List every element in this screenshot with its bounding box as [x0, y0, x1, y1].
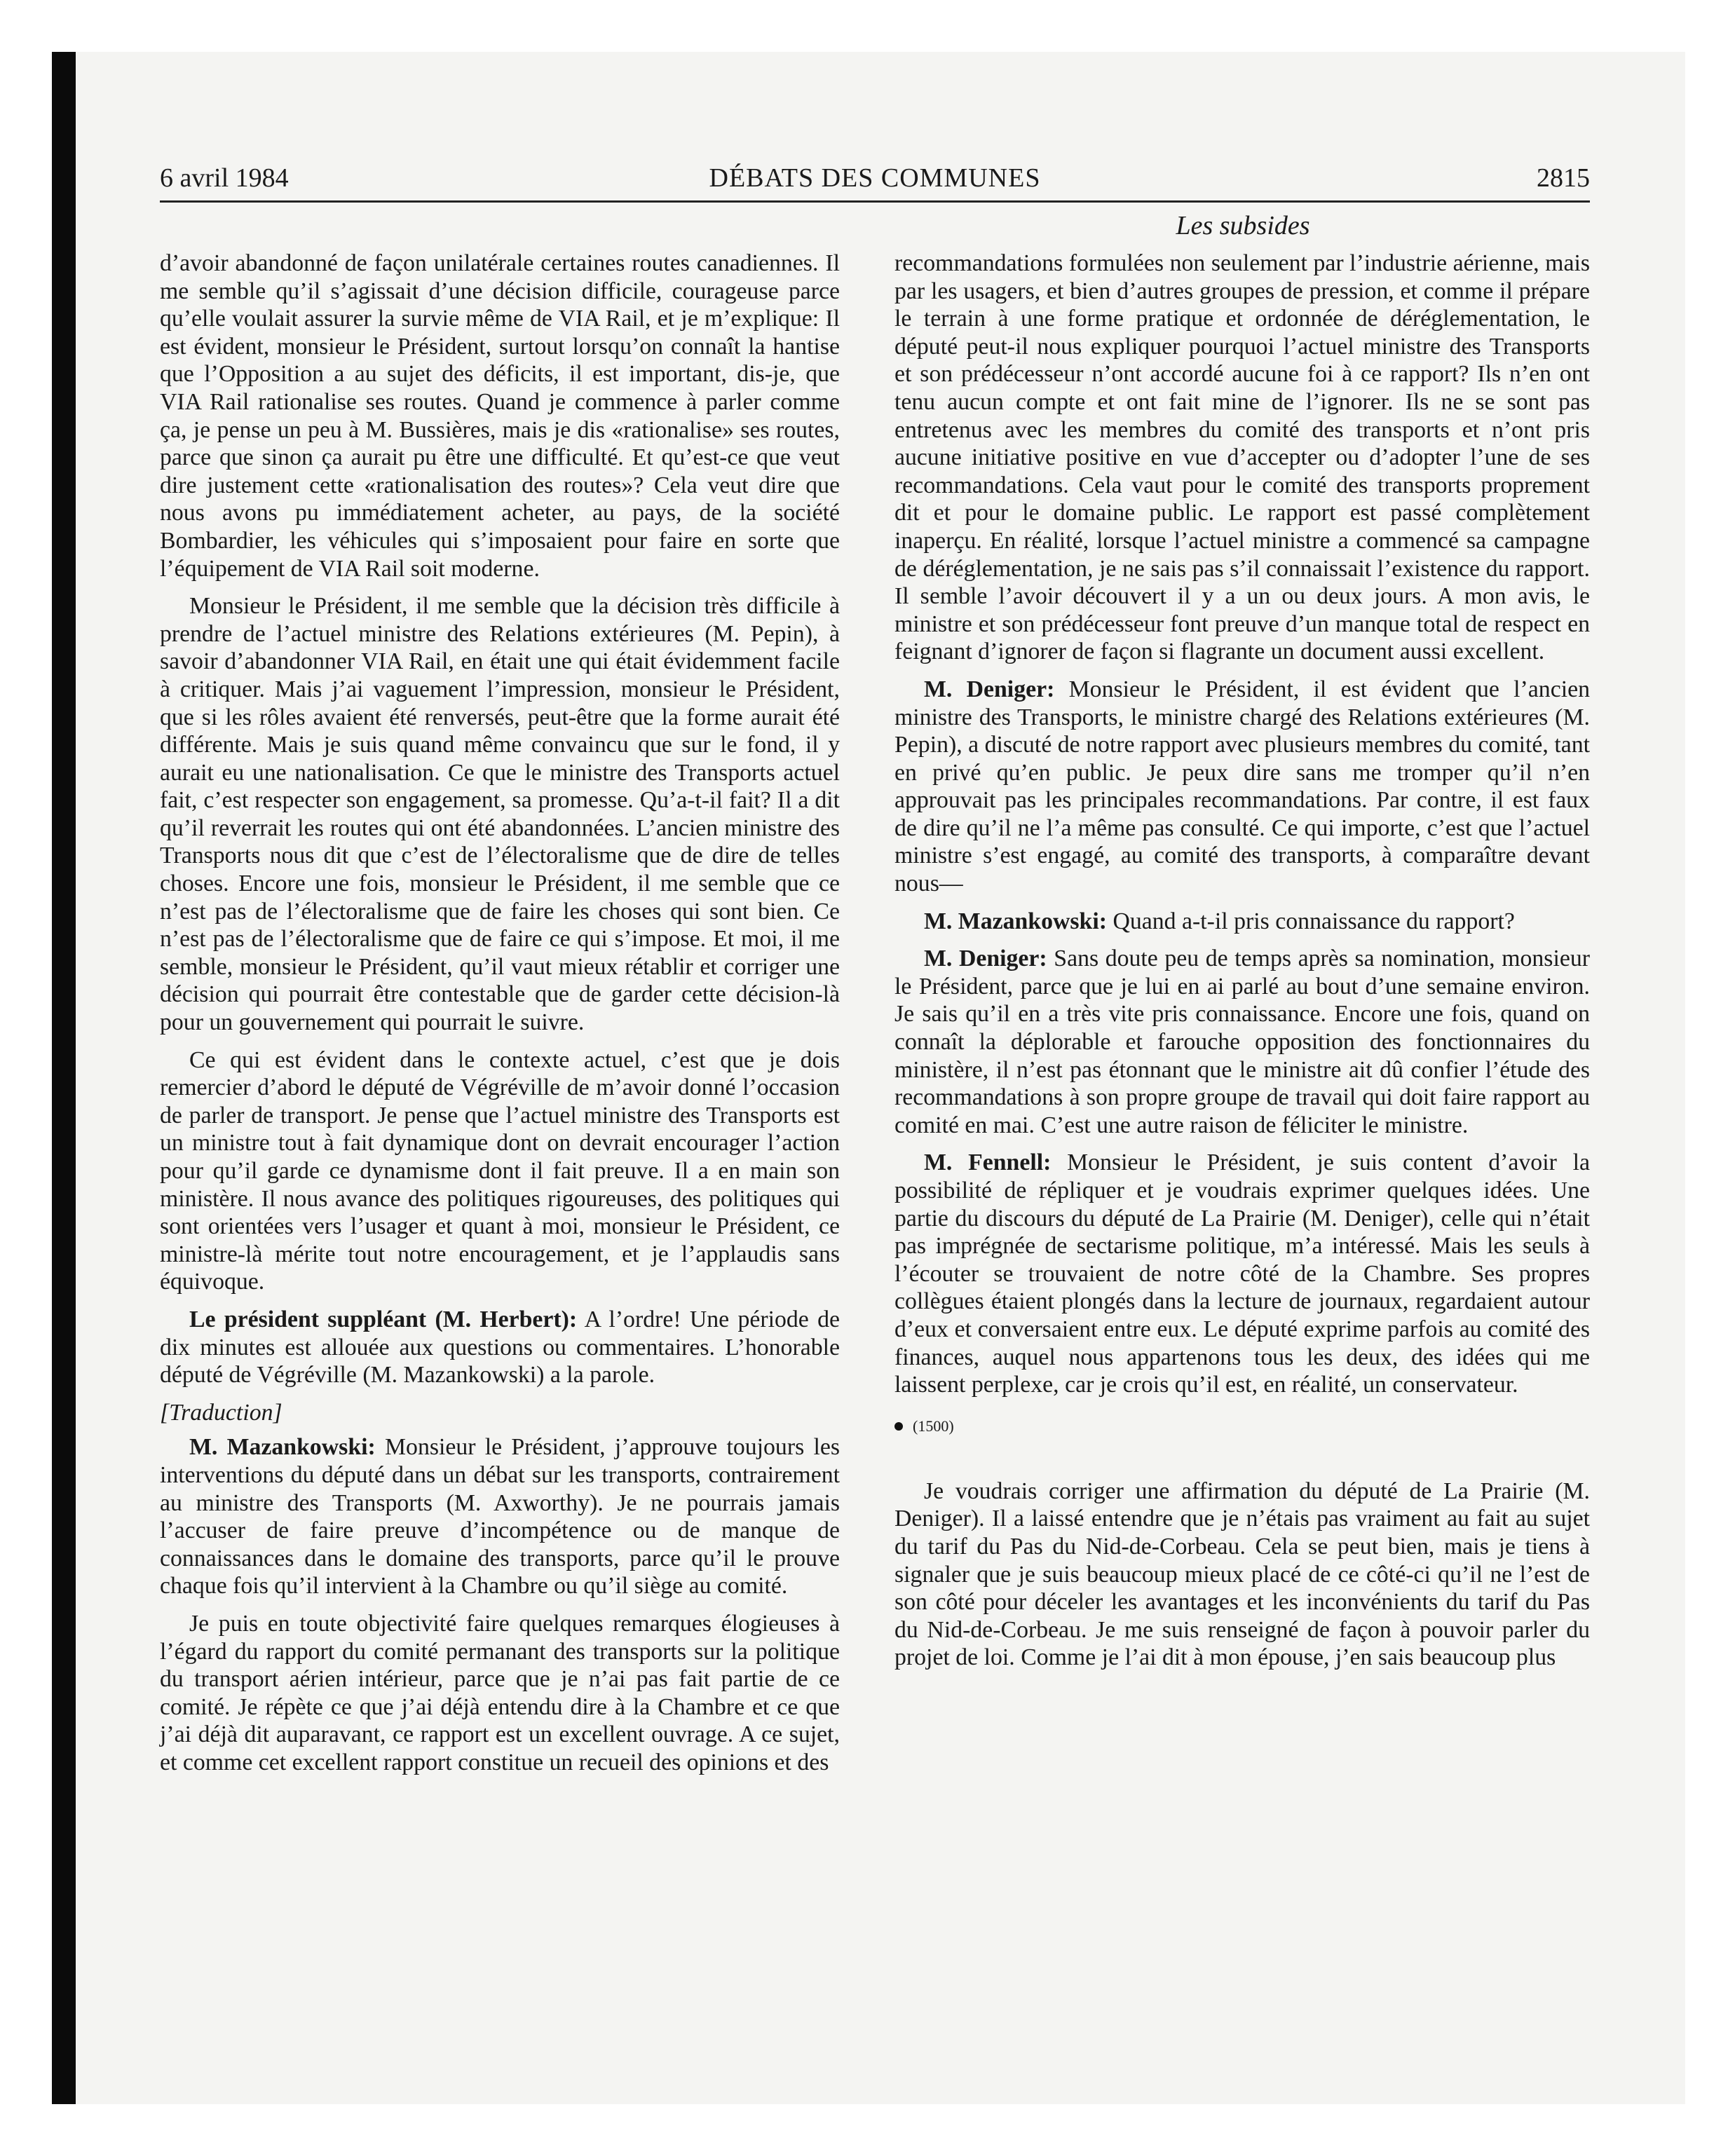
- paragraph: recommandations formulées non seulement par l’industrie aérienne, mais par les usagers, et bien d’autres groupes de pression, et comme il prépare le terrain à une forme pratique et ordonnée de déréglementation, le député peut-il nous expliquer pourquoi l’actuel ministre des Transports et son prédécesseur n’ont accordé aucune foi à ce rapport? Ils n’en ont tenu aucun compte et ont fait mine de l’ignorer. Ils ne se sont pas entretenus avec les membres du comité des transports et n’ont pris aucune initiative positive en vue d’accepter ou d’adopter l’une de ses recommandations. Cela vaut pour le comité des transports proprement dit et pour le domaine public. Le rapport est passé complètement inaperçu. En réalité, lorsque l’actuel ministre a commencé sa campagne de déréglementation, je ne sais pas s’il connaissait l’existence du rapport. Il semble l’avoir découvert il y a un ou deux jours. A mon avis, le ministre et son prédécesseur font preuve d’un manque total de respect en feignant d’ignorer de façon si flagrante un document aussi excellent.: [894, 250, 1590, 665]
- paragraph: d’avoir abandonné de façon unilatérale certaines routes canadiennes. Il me semble qu’il s’agissait d’une décision difficile, courageuse parce qu’elle voulait assurer la survie même de VIA Rail, et je m’explique: Il est évident, monsieur le Président, surtout lorsqu’on connaît la hantise que l’Opposition a au sujet des déficits, il est important, dis-je, que VIA Rail rationalise ses routes. Quand je commence à parler comme ça, je pense un peu à M. Bussières, mais je dis «rationalise» ses routes, parce que sinon ça aurait pu être une difficulté. Et qu’est-ce que veut dire justement cette «rationalisation des routes»? Cela veut dire que nous avons pu immédiatement acheter, au pays, de la société Bombardier, les véhicules qui s’imposaient pour faire en sorte que l’équipement de VIA Rail soit moderne.: [160, 250, 840, 582]
- paragraph: Ce qui est évident dans le contexte actuel, c’est que je dois remercier d’abord le député de Végréville de m’avoir donné l’occasion de parler de transport. Je pense que l’actuel ministre des Transports est un ministre tout à fait dynamique dont on devrait encourager l’action pour qu’il garde ce dynamisme dont il fait preuve. Il a en main son ministère. Il nous avance des politiques rigoureuses, des politiques qui sont orientées vers l’usager et quant à moi, monsieur le Président, ce ministre-là mérite tout notre encouragement, et je l’applaudis sans équivoque.: [160, 1046, 840, 1295]
- paragraph: Je voudrais corriger une affirmation du député de La Prairie (M. Deniger). Il a laissé entendre que je n’étais pas vraiment au fait au sujet du tarif du Pas du Nid-de-Corbeau. Cela se peut bien, mais je tiens à signaler que je suis beaucoup mieux placé de ce côté-ci qu’il ne l’est de son côté pour déceler les avantages et les inconvénients du tarif du Pas du Nid-de-Corbeau. Je me suis renseigné de façon à pouvoir parler du projet de loi. Comme je l’ai dit à mon épouse, j’en sais beaucoup plus: [894, 1478, 1590, 1671]
- paragraph: Je puis en toute objectivité faire quelques remarques élogieuses à l’égard du rapport du comité permanant des transports sur la politique du transport aérien intérieur, parce que je n’ai pas fait partie de ce comité. Je répète ce que j’ai déjà entendu dire à la Chambre et ce que j’ai déjà dit auparavant, ce rapport est un excellent ouvrage. A ce sujet, et comme cet excellent rapport constitue un recueil des opinions et des: [160, 1610, 840, 1775]
- page-header: [160, 158, 1590, 203]
- right-column: [894, 250, 1590, 1681]
- speaker-name: M. Mazankowski:: [924, 908, 1107, 934]
- speaker-name: M. Fennell:: [924, 1149, 1052, 1176]
- scan-border: [52, 52, 76, 2104]
- translation-tag: [Traduction]: [160, 1399, 283, 1426]
- speech-paragraph: [894, 1149, 1590, 1398]
- speaker-name: M. Mazankowski:: [189, 1434, 376, 1461]
- speech-paragraph: [160, 1433, 840, 1600]
- speaker-name: Le président suppléant (M. Herbert):: [189, 1306, 578, 1332]
- speech-text: Quand a-t-il pris connaissance du rapport?: [1107, 908, 1515, 934]
- header-date: 6 avril 1984: [160, 163, 289, 193]
- speech-paragraph: [894, 676, 1590, 898]
- speech-paragraph: [894, 945, 1590, 1139]
- left-column: [160, 250, 840, 1786]
- paragraph: Monsieur le Président, il me semble que la décision très difficile à prendre de l’actuel ministre des Relations extérieures (M. Pepin), à savoir d’abandonner VIA Rail, en était une qui était évidemment facile à critiquer. Mais j’ai vaguement l’impression, monsieur le Président, que si les rôles avaient été renversés, peut-être que la forme aurait été différente. Mais je suis quand même convaincu que sur le fond, il y aurait eu une nationalisation. Ce que le ministre des Transports actuel fait, c’est respecter son engagement, sa promesse. Qu’a-t-il fait? Il a dit qu’il reverrait les routes qui ont été abandonnées. L’ancien ministre des Transports nous dit que c’est de l’électoralisme que de dire de telles choses. Encore une fois, monsieur le Président, il me semble que ce n’est pas de l’électoralisme que de faire les choses qui sont bien. Ce n’est pas de l’électoralisme que de faire ce qui s’impose. Et moi, il me semble, monsieur le Président, qu’il vaut mieux rétablir et corriger une décision qui pourrait être contestable que de garder cette décision-là pour un gouvernement qui pourrait le suivre.: [160, 593, 840, 1036]
- speech-paragraph: [894, 908, 1590, 936]
- time-marker: [894, 1416, 1590, 1437]
- speaker-name: M. Deniger:: [924, 946, 1047, 972]
- speech-text: Monsieur le Président, j’approuve toujours les interventions du député dans un débat sur les transports, contrairement au ministre des Transports (M. Axworthy). Je ne pourrais jamais l’accuser de faire preuve d’incompétence ou de manque de connaissances dans le domaine des transports, parce qu’il le prouve chaque fois qu’il intervient à la Chambre ou qu’il siège au comité.: [160, 1434, 840, 1599]
- bullet-icon: [894, 1422, 903, 1431]
- speech-text: Monsieur le Président, je suis content d’avoir la possibilité de répliquer et je voudrais exprimer quelques idées. Une partie du discours du député de La Prairie (M. Deniger), celle qui n’était pas imprégnée de sectarisme politique, m’a intéressé. Mais les seuls à l’écouter se trouvaient de notre côté de la Chambre. Ses propres collègues étaient plongés dans la lecture de journaux, regardaient autour d’eux et conversaient entre eux. Le député exprime parfois au comité des finances, auquel nous appartenons tous les deux, des idées qui me laissent perplexe, car je crois qu’il est, en réalité, un conservateur.: [894, 1149, 1590, 1398]
- speech-text: Monsieur le Président, il est évident que l’ancien ministre des Transports, le ministre chargé des Relations extérieures (M. Pepin), a discuté de notre rapport avec plusieurs membres du comité, tant en privé qu’en public. Je peux dire sans me tromper qu’il n’en approuvait pas les principales recommandations. Par contre, il est faux de dire qu’il ne l’a même pas consulté. Ce qui importe, c’est que l’actuel ministre s’est engagé, au comité des transports, à comparaître devant nous—: [894, 676, 1591, 897]
- time-marker-label: (1500): [913, 1417, 954, 1435]
- header-title: DÉBATS DES COMMUNES: [709, 163, 1041, 193]
- speech-paragraph: [160, 1306, 840, 1389]
- speech-text: A l’ordre! Une période de dix minutes est allouée aux questions ou commentaires. L’honorable député de Végréville (M. Mazankowski) a la parole.: [160, 1306, 840, 1389]
- speaker-name: M. Deniger:: [924, 676, 1055, 702]
- speech-text: Sans doute peu de temps après sa nomination, monsieur le Président, parce que je lui en ai parlé au bout d’une semaine environ. Je sais qu’il en a très vite pris connaissance. Encore une fois, quand on connaît la déplorable et farouche opposition des fonctionnaires du ministère, il n’est pas étonnant que le ministre ait dû confier l’étude des recommandations à son propre groupe de travail qui doit faire rapport au comité en mai. C’est une autre raison de féliciter le ministre.: [894, 946, 1590, 1138]
- section-subheading: Les subsides: [1176, 211, 1310, 240]
- page-number: 2815: [1537, 163, 1590, 193]
